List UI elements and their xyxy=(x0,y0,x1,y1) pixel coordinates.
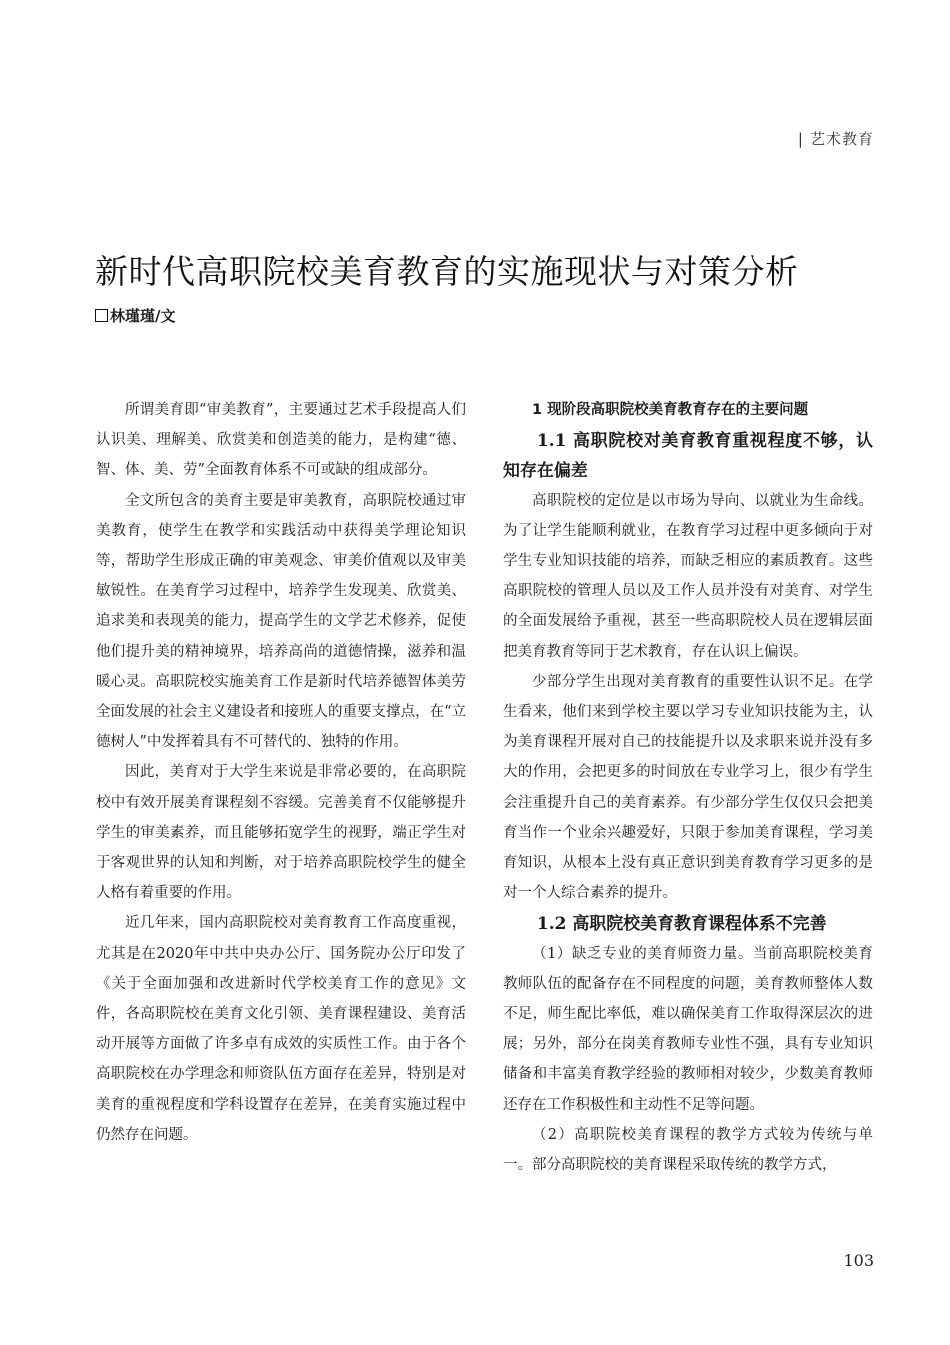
author-name: 林瑾瑾/文 xyxy=(110,307,176,325)
subsection-heading: 1.2 高职院校美育教育课程体系不完善 xyxy=(536,913,827,934)
paragraph: 少部分学生出现对美育教育的重要性认识不足。在学生看来，他们来到学校主要以学习专业知识技能为主，认为美育课程开展对自己的技能提升以及求职来说并没有多大的作用，会把更多的时间放在专业学习上，很少有学生会注重提升自己的美育素养。有少部分学生仅仅只会把美育当作一个业余兴趣爱好，只限于参加美育课程，学习美育知识，从根本上没有真正意识到美育教育学习更多的是对一个人综合素养的提升。 xyxy=(503,673,873,902)
paragraph: 高职院校的定位是以市场为导向、以就业为生命线。为了让学生能顺利就业，在教育学习过程中更多倾向于对学生专业知识技能的培养，而缺乏相应的素质教育。这些高职院校的管理人员以及工作人员并没有对美育、对学生的全面发展给予重视，甚至一些高职院校人员在逻辑层面把美育教育等同于艺术教育，存在认识上偏误。 xyxy=(503,492,873,660)
right-column xyxy=(503,395,873,1180)
paragraph: 全文所包含的美育主要是审美教育，高职院校通过审美教育，使学生在教学和实践活动中获得美学理论知识等，帮助学生形成正确的审美观念、审美价值观以及审美敏锐性。在美育学习过程中，培养学生发现美、欣赏美、追求美和表现美的能力，提高学生的文学艺术修养，促使他们提升美的精神境界，培养高尚的道德情操，滋养和温暖心灵。高职院校实施美育工作是新时代培养德智体美劳全面发展的社会主义建设者和接班人的重要支撑点，在“立德树人”中发挥着具有不可替代的、独特的作用。 xyxy=(96,492,466,751)
paragraph: 因此，美育对于大学生来说是非常必要的，在高职院校中有效开展美育课程刻不容缓。完善美育不仅能够提升学生的审美素养，而且能够拓宽学生的视野，端正学生对于客观世界的认知和判断，对于培养高职院校学生的健全人格有着重要的作用。 xyxy=(96,764,466,902)
author-line xyxy=(95,305,175,326)
header-separator: | xyxy=(797,130,804,148)
paragraph: 所谓美育即“审美教育”，主要通过艺术手段提高人们认识美、理解美、欣赏美和创造美的能力，是构建“德、智、体、美、劳”全面教育体系不可或缺的组成部分。 xyxy=(96,402,466,479)
section-label: 艺术教育 xyxy=(809,130,874,148)
running-header xyxy=(798,128,874,149)
section-heading: 1 现阶段高职院校美育教育存在的主要问题 xyxy=(532,402,809,418)
author-box-icon xyxy=(95,309,108,322)
article-title: 新时代高职院校美育教育的实施现状与对策分析 xyxy=(95,252,799,291)
page-number: 103 xyxy=(843,1251,874,1270)
left-column xyxy=(96,395,466,1150)
paragraph: 近几年来，国内高职院校对美育教育工作高度重视，尤其是在2020年中共中央办公厅、国务院办公厅印发了《关于全面加强和改进新时代学校美育工作的意见》文件，各高职院校在美育文化引领、美育课程建设、美育活动开展等方面做了许多卓有成效的实质性工作。由于各个高职院校在办学理念和师资队伍方面存在差异，特别是对美育的重视程度和学科设置存在差异，在美育实施过程中仍然存在问题。 xyxy=(96,915,466,1143)
paragraph: （2）高职院校美育课程的教学方式较为传统与单一。部分高职院校的美育课程采取传统的教学方式， xyxy=(503,1126,873,1174)
subsection-heading: 1.1 高职院校对美育教育重视程度不够，认知存在偏差 xyxy=(503,430,873,481)
paragraph: （1）缺乏专业的美育师资力量。当前高职院校美育教师队伍的配备存在不同程度的问题，美育教师整体人数不足，师生配比率低，难以确保美育工作取得深层次的进展；另外，部分在岗美育教师专业性不强，具有专业知识储备和丰富美育教学经验的教师相对较少，少数美育教师还存在工作积极性和主动性不足等问题。 xyxy=(503,945,873,1113)
